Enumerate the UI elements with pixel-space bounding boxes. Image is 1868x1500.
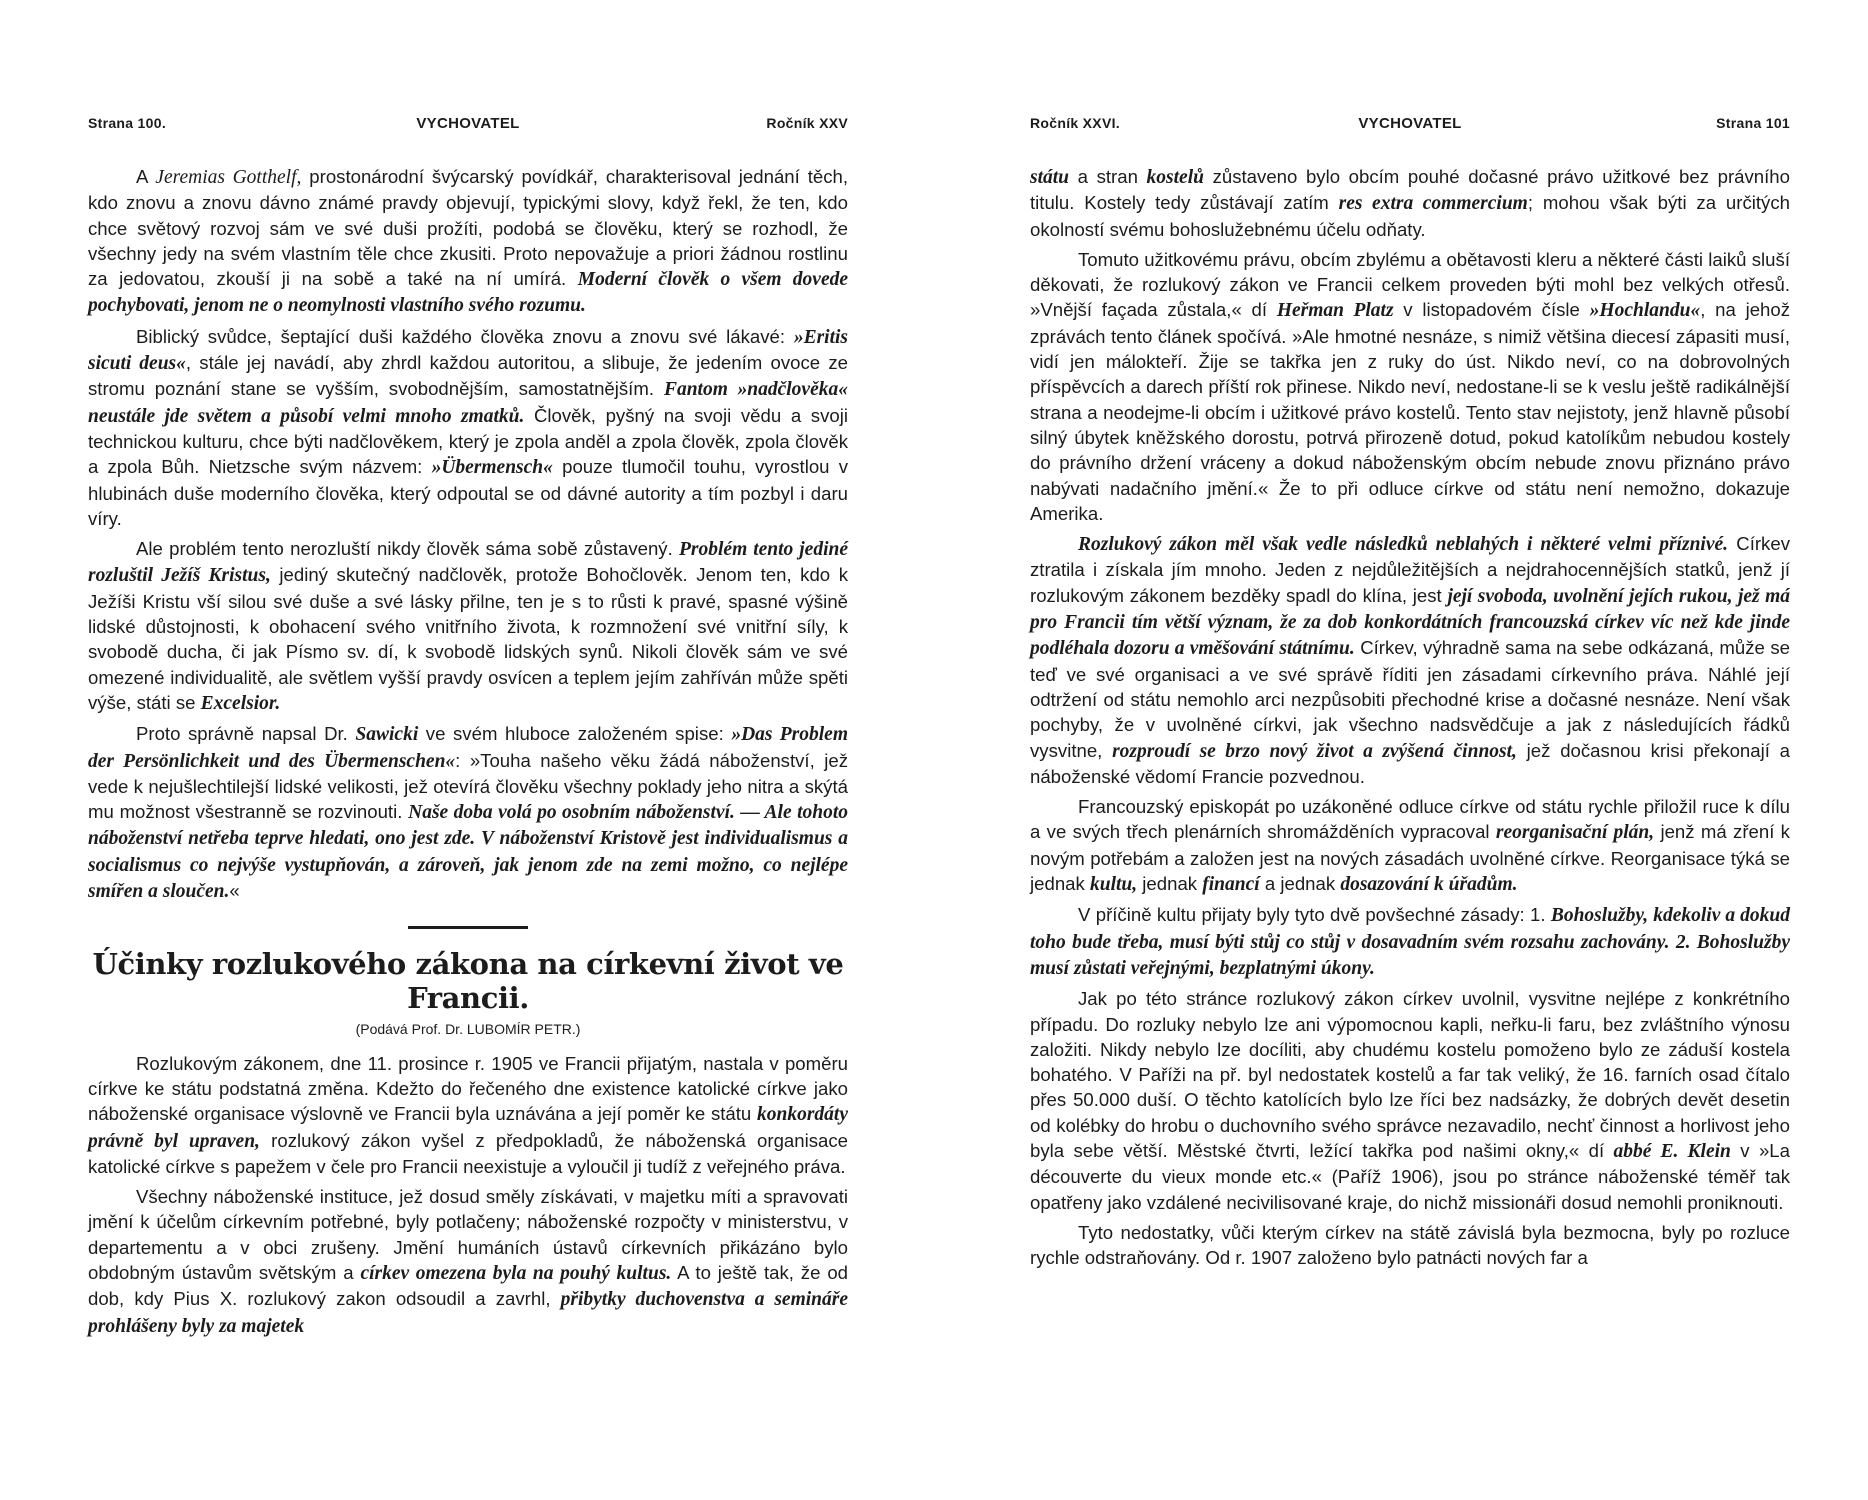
emphasis-text: »Übermensch« [431,457,553,479]
right-journal-title: VYCHOVATEL [1358,115,1462,132]
emphasis-text: Fantom »nadčlověka« neustále jde světem a působí velmi mnoho zmatků. [88,379,848,427]
paragraph [88,721,848,904]
emphasis-text: konkordáty právně byl upraven, [88,1104,848,1152]
emphasis-text: financí [1202,874,1260,896]
emphasis-text: Bohoslužby, kdekoliv a dokud toho bude třeba, musí býti stůj co stůj v dosavadním svém rozsahu zachovány. 2. Bohoslužby musí zůstati veřejnými, bezplatnými úkony. [1030,905,1791,979]
text-run: « [229,880,240,902]
emphasis-text: Problém tento jediné rozluštil Ježíš Kristus, [88,539,848,587]
text-run: , stále jej navádí, aby zhrdl každou autoritou, a slibuje, že jedením ovoce ze stromu poznání stane se vyšším, svobodnějším, samostatnějším. [88,352,848,400]
article-title: Účinky rozlukového zákona na církevní život ve Francii. [92,947,844,1016]
left-journal-title: VYCHOVATEL [416,115,520,132]
text-run: Francouzský episkopát po uzákoněné odluce církve od státu rychle přiložil ruce k dílu a ve svých třech plenárních shromážděních vypracoval [1030,796,1790,843]
text-run: zůstaveno bylo obcím pouhé dočasné právo užitkové bez právního titulu. Kostely tedy zůstávají zatím [1030,166,1790,214]
paragraph [1030,902,1790,981]
emphasis-text: její svoboda, uvolnění jejích rukou, jež má pro Francii tím větší význam, že za dob konkordátních francouzská církev víc než kde jinde podléhala dozoru a vměšování státnímu. [1030,585,1790,660]
text-run: prostonárodní švýcarský povídkář, charakterisoval jednání těch, kdo znovu a znovu dávno známé pravdy objevují, typickými slovy, když řekl, že ten, kdo chce světový rozvoj sám ve své duši prožíti, podobá se člověku, který se rozhodl, že všechny jedy na svém vlastním těle chce zkusiti. Proto nepovažuje a priori žádnou rostlinu za jedovatou, zkouší ji na sobě a také na ní umírá. [88,166,849,290]
paragraph [1030,794,1790,897]
text-run: pouze tlumočil touhu, vyrostlou v hlubinách duše moderního člověka, který odpoutal se od dávné autority a tím pozbyl i daru víry. [88,456,849,529]
section-divider [408,926,528,929]
emphasis-text: »Eritis sicuti deus« [88,326,848,375]
text-run: Biblický svůdce, šeptající duši každého člověka znovu a znovu své lákavé: [136,325,794,347]
text-run: rozlukový zákon vyšel z předpokladů, že náboženská organisace katolické církve s papežem v čele pro Francii neexistuje a vyloučil ji tudíž z veřejného práva. [88,1129,848,1177]
emphasis-text: rozproudí se brzo nový život a zvýšená činnost, [1112,740,1517,762]
emphasis-text: Jeremias Gotthelf, [155,167,302,188]
emphasis-text: kultu, [1089,874,1138,896]
text-run: , na jehož zprávách tento článek spočívá. »Ale hmotné nesnáze, s nimiž většina diecesí zápasiti musí, vidí jen málokteří. Žije se takřka jen z ruky do úst. Nikdo neví, co na dobrovolných příspěvcích a darech příští rok přinese. Nikdo neví, nedostane-li se k veslu ještě radikálnější strana a neodejme-li obcím i užitkové právo kostelů. Tento stav nejistoty, jenž hlavně působí silný úbytek kněžského dorostu, potrvá přirozeně dotud, pokud katolíkům nebudou kostely do právního držení vráceny a dokud náboženským obcím nebude znovu přiznáno právo nabývati nadačního jmění.« Že to při odluce církve od státu není nemožno, dokazuje Amerika. [1030,299,1791,524]
emphasis-text: přibytky duchovenstva a semináře prohlášeny byly za majetek [88,1289,848,1337]
emphasis-text: Naše doba volá po osobním náboženství. — Ale tohoto náboženství netřeba teprve hledati, ono jest zde. V náboženství Kristově jest individualismus a socialismus co nejvýše vystupňován, a zároveň, jak jenom zde na zemi možno, co nejlépe smířen a sloučen. [88,802,848,903]
emphasis-text: »Das Problem der Persönlichkeit und des Übermenschen« [88,724,848,772]
emphasis-text: abbé E. Klein [1613,1140,1731,1162]
text-run: Člověk, pyšný na svoji vědu a svoji technickou kulturu, chce býti nadčlověkem, který je zpola anděl a zpola člověk, zpola člověk a zpola Bůh. Nietzsche svým názvem: [88,404,848,478]
text-run: v listopadovém čísle [1393,299,1590,321]
article-byline: (Podává Prof. Dr. LUBOMÍR PETR.) [355,1021,581,1038]
left-page-number: Strana 100. [88,115,167,131]
text-run: Církev, výhradně sama na sebe odkázaná, může se teď ve své organisaci a ve své správě říditi jen zásadami církevního práva. Náhlé její odtržení od státu nemohlo arci nezpůsobiti přechodné krise a dočasné nesnáze. Není však pochyby, že v uvolněné církvi, jak všechno nadsvědčuje a jak z následujících řádků vysvitne, [1030,637,1790,761]
emphasis-text: Heřman Platz [1276,300,1394,322]
text-run: Jak po této stránce rozlukový zákon církev uvolnil, vysvitne nejlépe z konkrétního případu. Do rozluky nebylo lze ani výpomocnou kapli, neřku-li faru, bez zvláštního výnosu založiti. Nikdy nebylo lze docíliti, aby chudému kostelu pomoženo bylo ze záduší kostela bohatého. V Paříži na př. byl nedostatek kostelů a far tak veliký, že 16. farních osad čítalo přes 50.000 duší. O těchto katolících bylo lze říci bez nadsázky, že dobrých devět desetin od kolébky do hrobu o duchovního svého správce nezavadilo, nechť činnost a horlivost jeho byla sebe větší. Městské čtvrti, ležící takřka pod našimi okny,« dí [1030,988,1790,1161]
emphasis-text: Moderní člověk o všem dovede pochybovati, jenom ne o neomylnosti vlastního svého rozumu. [88,269,849,317]
text-run: Tyto nedostatky, vůči kterým církev na státě závislá byla bezmocna, byly po rozluce rychle odstraňovány. Od r. 1907 založeno bylo patnácti nových far a [1030,1221,1790,1269]
emphasis-text: »Hochlandu« [1589,300,1701,322]
right-volume: Ročník XXVI. [1030,115,1120,131]
left-body-text [88,164,848,1344]
text-run: v »La découverte du vieux monde etc.« (Paříž 1906), jsou po stránce náboženské téměř tak opatřeny jako vzdálené necivilisované kraje, do nichž missionáři dosud nemohli proniknouti. [1030,1139,1790,1213]
text-run: Všechny náboženské instituce, jež dosud směly získávati, v majetku míti a spravovati jmění k účelům církevním potřebné, byly potlačeny; náboženské rozpočty v ministerstvu, v departementu a v obci zrušeny. Jmění humáních ústavů církevních přikázáno bylo obdobným ústavům světským a [88,1186,848,1283]
right-paragraphs [1030,164,1790,1270]
paragraph [1030,1220,1790,1271]
paragraph [1030,986,1790,1215]
emphasis-text: Rozlukový zákon měl však vedle následků neblahých i některé velmi příznivé. [1078,534,1729,556]
text-run: : »Touha našeho věku žádá náboženství, jež vede k nejušlechtilejší lidské velikosti, jež otevírá člověku všechny poklady jeho nitra a skýtá mu možnost všestranně se rozvinouti. [88,749,848,823]
text-run: a stran [1069,166,1147,187]
text-run: Církev ztratila i získala jím mnoho. Jeden z nejdůležitějších a nejdrahocennějších statků, jenž jí rozlukovým zákonem bezděky spadl do klína, jest [1030,533,1790,606]
text-run: Rozlukovým zákonem, dne 11. prosince r. 1905 ve Francii přijatým, nastala v poměru církve ke státu podstatná změna. Kdežto do řečeného dne existence katolické církve jako náboženské organisace výslovně ve Francii byla uznávána a její poměr ke státu [88,1052,848,1125]
emphasis-text: reorganisační plán, [1495,822,1655,844]
text-run: A to ještě tak, že od dob, kdy Pius X. rozlukový zakon odsoudil a zavrhl, [88,1261,849,1310]
paragraph [1030,247,1790,526]
paragraph [88,1051,848,1179]
text-run: Proto správně napsal Dr. [136,723,356,745]
emphasis-text: církev omezena byla na pouhý kultus. [360,1262,672,1284]
left-paragraphs [88,164,848,904]
right-body-text [1030,164,1790,1275]
emphasis-text: Sawicki [355,724,419,746]
paragraph [88,164,848,319]
right-running-head [1030,115,1790,139]
article-paragraphs [88,1051,848,1339]
emphasis-text: státu [1030,167,1070,188]
left-volume: Ročník XXV [766,115,848,131]
paragraph [88,1184,848,1339]
text-run: jež dočasnou krisi překonají a náboženské vědomí Francie pozvednou. [1030,739,1790,787]
emphasis-text: kostelů [1146,167,1204,188]
emphasis-text: Excelsior. [200,692,281,714]
text-run: A [136,166,156,187]
right-page-number: Strana 101 [1716,115,1790,131]
emphasis-text: dosazování k úřadům. [1340,874,1518,896]
emphasis-text: res extra commercium [1338,193,1528,215]
text-run: ; mohou však býti za určitých okolností svému bohoslužebnému účelu odňaty. [1030,192,1790,240]
paragraph [1030,531,1790,789]
text-run: V příčině kultu přijaty byly tyto dvě povšechné zásady: 1. [1078,904,1551,926]
text-run: ve svém hluboce založeném spise: [418,723,732,745]
paragraph [1030,164,1790,242]
paragraph [88,536,848,716]
text-run: jenž má zření k novým potřebám a založen jest na nových zásadách uvolněné církve. Reorganisace týká se jednak [1030,821,1790,895]
text-run: jednak [1137,873,1203,895]
text-run: Tomuto užitkovému právu, obcím zbylému a obětavosti kleru a některé části laiků sluší děkovati, že rozlukový zákon ve Francii celkem proveden býti mohl bez velkých otřesů. »Vnější façada zůstala,« dí [1030,248,1790,321]
left-running-head [88,115,848,139]
text-run: Ale problém tento nerozluští nikdy člověk sáma sobě zůstavený. [136,538,680,560]
paragraph [88,324,848,531]
text-run: jediný skutečný nadčlověk, protože Bohočlověk. Jenom ten, kdo k Ježíši Kristu vší silou své duše a své lásky přilne, ten je s to růsti k pravé, spasné výšině lidské důstojnosti, k obohacení svého vnitřního života, k rozmnožení své vnitřní síly, k svobodě ducha, či jak Písmo sv. dí, k svobodě lidských synů. Nikoli člověk sám ve své omezené individualitě, ale světlem vyšší pravdy osvícen a teplem jejím zahříván může spěti výše, státi se [88,564,848,713]
text-run: a jednak [1259,873,1341,895]
